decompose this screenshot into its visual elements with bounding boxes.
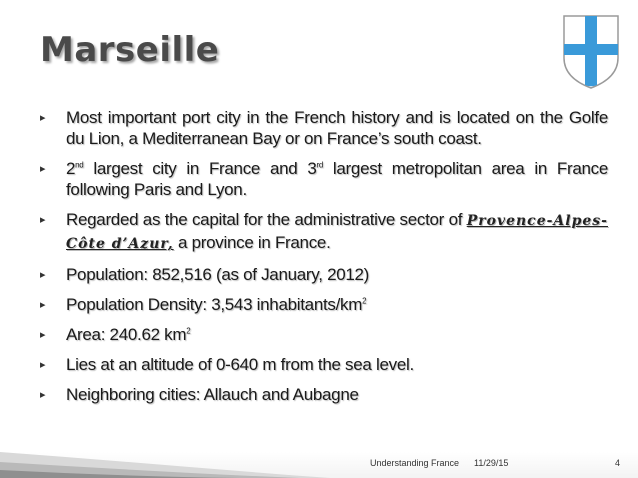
footer-date: 11/29/15 [474, 458, 509, 468]
bullet-area [40, 324, 608, 345]
slide-title: Marseille [40, 30, 220, 70]
bullet-marker-icon: ▸ [40, 269, 46, 281]
unit-exponent: 2 [362, 296, 367, 306]
ordinal-suffix: rd [316, 160, 324, 170]
bullet-text-suffix: a province in France. [173, 233, 331, 252]
bullet-list [40, 107, 608, 414]
bullet-text-part: largest city in France and 3 [83, 159, 317, 178]
bullet-altitude [40, 354, 608, 375]
bullet-marker-icon: ▸ [40, 329, 46, 341]
bullet-neighboring-cities [40, 384, 608, 405]
footer-wave-decoration [0, 438, 330, 478]
bullet-marker-icon: ▸ [40, 214, 46, 226]
bullet-population-density [40, 294, 608, 315]
bullet-port-city [40, 107, 608, 149]
bullet-marker-icon: ▸ [40, 359, 46, 371]
bullet-largest-city [40, 158, 608, 200]
bullet-text-part: largest metropolitan area in France following Paris and Lyon. [66, 159, 608, 199]
page-number: 4 [615, 458, 621, 468]
bullet-text: Most important port city in the French history and is located on the Golfe du Lion, a Mediterranean Bay or on France’s south coast. [66, 108, 608, 148]
bullet-text: Area: 240.62 km [66, 325, 187, 344]
bullet-text: Population: 852,516 (as of January, 2012) [66, 265, 370, 284]
bullet-text: Neighboring cities: Allauch and Aubagne [66, 385, 359, 404]
bullet-marker-icon: ▸ [40, 163, 46, 175]
ordinal-suffix: nd [75, 160, 84, 170]
marseille-coat-of-arms-icon [562, 14, 620, 90]
bullet-text-part: 2 [66, 159, 76, 178]
bullet-text: Population Density: 3,543 inhabitants/km [66, 295, 363, 314]
region-name: Provence-Alpes-Côte d’Azur, [66, 213, 608, 252]
bullet-text: Lies at an altitude of 0-640 m from the sea level. [66, 355, 414, 374]
bullet-population [40, 264, 608, 285]
bullet-capital [40, 209, 608, 255]
footer-label: Understanding France [370, 458, 460, 468]
bullet-marker-icon: ▸ [40, 299, 46, 311]
bullet-marker-icon: ▸ [40, 389, 46, 401]
bullet-text: Regarded as the capital for the administrative sector of [66, 210, 467, 229]
bullet-marker-icon: ▸ [40, 112, 46, 124]
unit-exponent: 2 [186, 326, 191, 336]
